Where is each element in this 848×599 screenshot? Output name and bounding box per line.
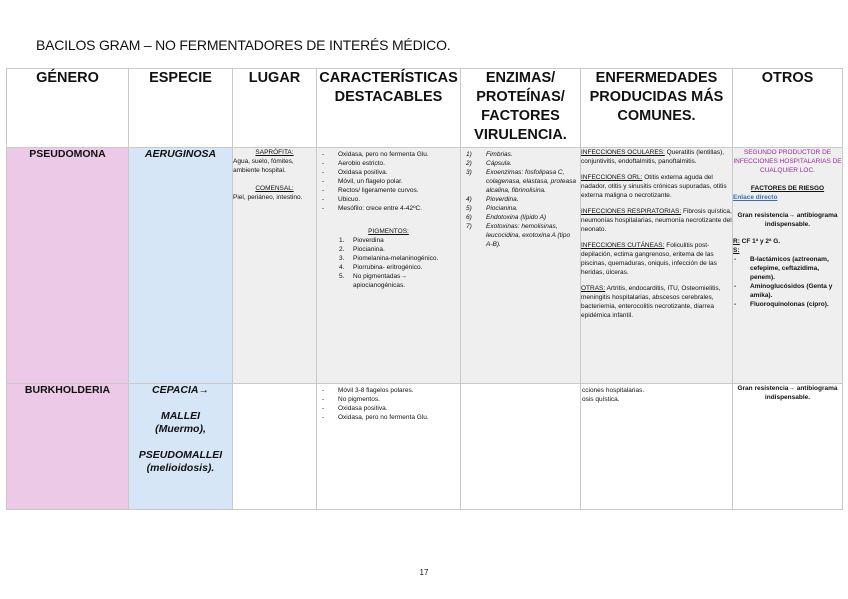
list-item: - Móvil, un flagelo polar.	[322, 177, 458, 186]
pigmentos-list	[317, 236, 460, 290]
list-item: 3. Piomelanina-melaninogénico.	[339, 255, 439, 262]
otros-pseudomona	[733, 148, 843, 384]
enfermedad-ocular: INFECCIONES OCULARES: Queratitis (lentillas), conjuntivitis, endoftalmitis, panoftalmitis.	[581, 149, 725, 165]
comensal-text: Piel, periáneo, intestino.	[233, 194, 303, 201]
enfermedades-pseudomona	[581, 148, 733, 384]
list-item: - Fluoroquinolonas (cipro).	[733, 300, 842, 309]
factores-riesgo: FACTORES DE RIESGO	[750, 185, 825, 192]
sensitive-label: S:	[733, 247, 740, 254]
list-item: 6) Endotoxina (lípido A)	[466, 214, 547, 221]
document-title: BACILOS GRAM – NO FERMENTADORES DE INTERÉS MÉDICO.	[36, 37, 451, 53]
otros-burkholderia	[733, 384, 843, 510]
caracteristicas-pseudomona	[317, 148, 461, 384]
enzimas-list	[461, 148, 580, 249]
especie-cepacia: CEPACIA→	[152, 384, 209, 396]
list-item: - Oxidasa positiva.	[322, 168, 458, 177]
header-otros: OTROS	[733, 69, 843, 148]
header-especie: ESPECIE	[129, 69, 233, 148]
header-enzimas: ENZIMAS/ PROTEÍNAS/ FACTORES VIRULENCIA.	[461, 69, 581, 148]
enlace-directo-link[interactable]: Enlace directo	[733, 194, 778, 201]
list-item: 2. Piocianina.	[339, 246, 385, 253]
list-item: 1) Fimbrias.	[466, 151, 513, 158]
saprofita-text: Agua, suelo, fómites, ambiente hospital.	[233, 158, 294, 174]
especie-mallei: MALLEI (Muermo),	[155, 410, 206, 435]
row-burkholderia	[7, 384, 843, 510]
list-item: 5) Piocianina.	[466, 205, 518, 212]
header-enfermedades: ENFERMEDADES PRODUCIDAS MÁS COMUNES.	[581, 69, 733, 148]
enfermedad-line: osis quística.	[582, 396, 620, 403]
enfermedad-orl: INFECCIONES ORL: Otitis externa aguda del nadador, otitis y sinusitis crónicas supuradas, otitis externa maligna o necrotizante.	[581, 174, 727, 199]
enzimas-burkholderia	[461, 384, 581, 510]
list-item: - Aminoglucósidos (Genta y amika).	[733, 282, 842, 300]
caracteristicas-list	[317, 148, 460, 213]
enfermedad-line: cciones hospitalarias.	[582, 387, 645, 394]
list-item: - Oxidasa positiva.	[322, 404, 458, 413]
list-item: - Oxidasa, pero no fermenta Glu.	[322, 413, 458, 422]
genero-pseudomona: PSEUDOMONA	[7, 148, 129, 384]
lugar-pseudomona	[233, 148, 317, 384]
list-item: 4. Piorrubina- eritrogénico.	[339, 264, 423, 271]
list-item: - Mesófilo: crece entre 4-42ºC.	[322, 204, 458, 213]
caracteristicas-burkholderia	[317, 384, 461, 510]
header-row	[7, 69, 843, 148]
list-item: - No pigmentos.	[322, 395, 458, 404]
header-lugar: LUGAR	[233, 69, 317, 148]
genero-burkholderia: BURKHOLDERIA	[7, 384, 129, 510]
especies-burkholderia	[129, 384, 233, 510]
resistance-line: R: CF 1ª y 2ª G.	[733, 238, 781, 245]
caracteristicas-list	[317, 384, 460, 422]
page-number: 17	[419, 568, 429, 577]
segundo-productor: SEGUNDO PRODUCTOR DE INFECCIONES HOSPITALARIAS DE CUALQUIER LOC.	[733, 149, 842, 174]
enfermedades-burkholderia	[581, 384, 733, 510]
header-genero: GÉNERO	[7, 69, 129, 148]
especie-pseudomallei: PSEUDOMALLEI (melioidosis).	[138, 449, 223, 474]
list-item: 3) Exoenzimas: fosfolipasa C, colagenasa, elastasa, proteasa alcalina, fibrinolisina.	[466, 169, 576, 194]
enzimas-pseudomona	[461, 148, 581, 384]
list-item: 7) Exotoxinas: hemolisinas, leucocidina, exotoxina A (tipo A-B).	[466, 223, 571, 248]
list-item: 2) Cápsula.	[466, 160, 512, 167]
enfermedad-cutanea: INFECCIONES CUTÁNEAS: Foliculitis post-depilación, ectima gangrenoso, eritema de las piscinas, quemaduras, oniquis, infección de las heridas, úlceras.	[581, 242, 717, 276]
comensal-title: COMENSAL:	[255, 185, 294, 192]
list-item: - Móvil 3-8 flagelos polares.	[322, 386, 458, 395]
list-item: 1. Pioverdina	[339, 237, 384, 244]
bacilli-table	[6, 68, 843, 510]
resistencia-note: Gran resistencia→ antibiograma indispensable.	[737, 212, 838, 228]
header-caracteristicas: CARACTERÍSTICAS DESTACABLES	[317, 69, 461, 148]
lugar-burkholderia	[233, 384, 317, 510]
list-item: 4) Pioverdina.	[466, 196, 519, 203]
resistencia-note: Gran resistencia→ antibiograma indispensable.	[737, 385, 838, 401]
list-item: - Rectos/ ligeramente curvos.	[322, 186, 458, 195]
list-item: - B-lactámicos (aztreonam, cefepime, ceftazidima, penem).	[733, 255, 842, 282]
list-item: 5. No pigmentadas→ apiocianogénicas.	[339, 273, 407, 289]
especie-aeruginosa: AERUGINOSA	[129, 148, 233, 384]
enfermedad-respiratoria: INFECCIONES RESPIRATORIAS: Fibrosis quística, neumonías hospitalarias, neumonía necrotizante del neonato.	[581, 208, 732, 233]
pigmentos-title: PIGMENTOS:	[368, 228, 409, 235]
list-item: - Ubicuo.	[322, 195, 458, 204]
sensitive-list	[733, 255, 842, 309]
row-pseudomona	[7, 148, 843, 384]
list-item: - Oxidasa, pero no fermenta Glu.	[322, 150, 458, 159]
saprofita-title: SAPRÓFITA:	[255, 149, 294, 156]
enfermedad-otras: OTRAS: Artritis, endocarditis, ITU, Osteomielitis, meningitis hospitalarias, abscesos cerebrales, bacteriemia, enterocolitis necrotizante, diarrea epidémica infantil.	[581, 285, 721, 319]
list-item: - Aerobio estricto.	[322, 159, 458, 168]
